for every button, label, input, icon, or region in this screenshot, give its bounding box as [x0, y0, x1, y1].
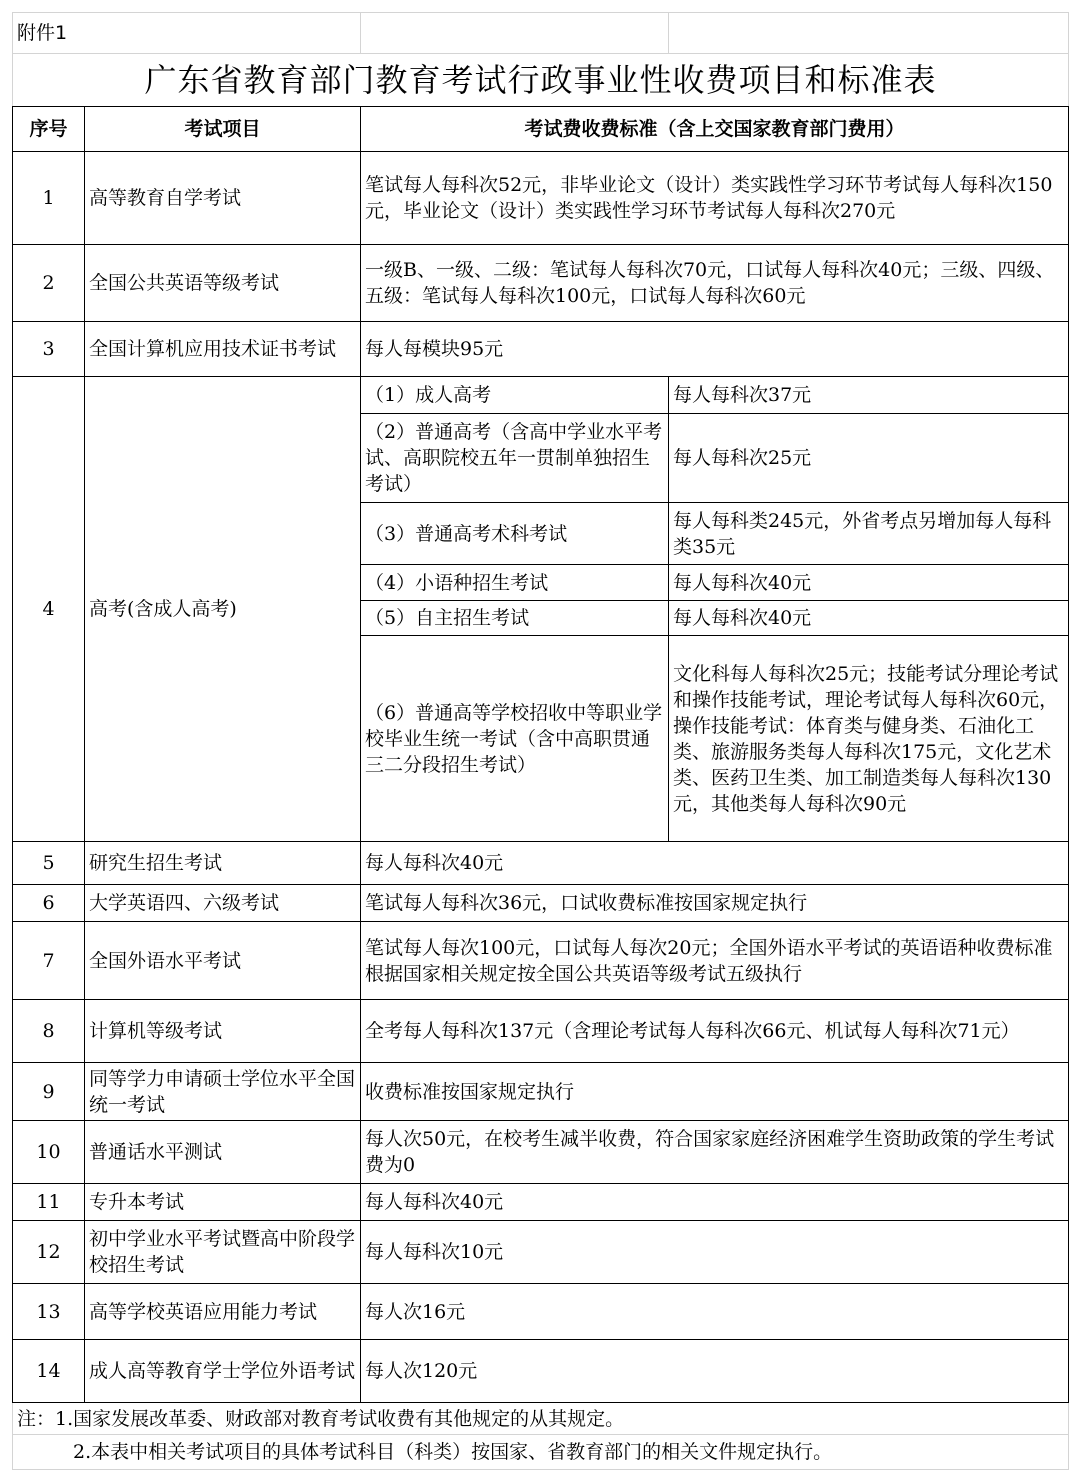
header-item: 考试项目 [85, 107, 361, 152]
row-standard: 每人每科次10元 [361, 1221, 1069, 1284]
gaokao-sub-fee: 文化科每人每科次25元；技能考试分理论考试和操作技能考试，理论考试每人每科次60元，操作技能考试：体育类与健身类、石油化工类、旅游服务类每人每科次175元，文化艺术类、医药卫生类、加工制造类每人每科次130元，其他类每人每科次90元 [669, 636, 1069, 842]
row-no: 1 [13, 152, 85, 245]
gaokao-sub-fee: 每人每科次25元 [669, 414, 1069, 503]
row-no: 9 [13, 1063, 85, 1121]
table-row [13, 922, 1069, 1000]
header-standard: 考试费收费标准（含上交国家教育部门费用） [361, 107, 1069, 152]
row-standard: 每人次50元，在校考生减半收费，符合国家家庭经济困难学生资助政策的学生考试费为0 [361, 1121, 1069, 1184]
table-row [13, 885, 1069, 922]
row-no: 5 [13, 842, 85, 885]
row-no: 8 [13, 1000, 85, 1063]
table-row [13, 1284, 1069, 1340]
note-1: 注：1.国家发展改革委、财政部对教育考试收费有其他规定的从其规定。 [13, 1403, 1069, 1435]
page-title: 广东省教育部门教育考试行政事业性收费项目和标准表 [13, 54, 1069, 107]
row-no: 13 [13, 1284, 85, 1340]
row-item: 成人高等教育学士学位外语考试 [85, 1340, 361, 1403]
empty-cell [361, 13, 669, 54]
empty-cell [669, 13, 1069, 54]
row-item: 同等学力申请硕士学位水平全国统一考试 [85, 1063, 361, 1121]
row-standard: 每人每模块95元 [361, 322, 1069, 377]
row-item: 计算机等级考试 [85, 1000, 361, 1063]
table-row [13, 322, 1069, 377]
table-row [13, 1184, 1069, 1221]
row-standard: 收费标准按国家规定执行 [361, 1063, 1069, 1121]
gaokao-sub-fee: 每人每科次40元 [669, 601, 1069, 636]
row-no: 11 [13, 1184, 85, 1221]
row-item: 高考(含成人高考) [85, 377, 361, 842]
fee-table [12, 12, 1069, 1470]
table-row [13, 842, 1069, 885]
table-row [13, 152, 1069, 245]
table-row [13, 1063, 1069, 1121]
table-row [13, 1000, 1069, 1063]
gaokao-sub-name: （1）成人高考 [361, 377, 669, 414]
row-standard: 笔试每人每科次52元，非毕业论文（设计）类实践性学习环节考试每人每科次150元，毕业论文（设计）类实践性学习环节考试每人每科次270元 [361, 152, 1069, 245]
row-no: 4 [13, 377, 85, 842]
gaokao-sub-name: （5）自主招生考试 [361, 601, 669, 636]
table-row [13, 1221, 1069, 1284]
row-no: 3 [13, 322, 85, 377]
row-item: 初中学业水平考试暨高中阶段学校招生考试 [85, 1221, 361, 1284]
gaokao-sub-fee: 每人每科类245元，外省考点另增加每人每科类35元 [669, 503, 1069, 565]
row-item: 高等学校英语应用能力考试 [85, 1284, 361, 1340]
header-no: 序号 [13, 107, 85, 152]
row-item: 全国计算机应用技术证书考试 [85, 322, 361, 377]
row-standard: 全考每人每科次137元（含理论考试每人每科次66元、机试每人每科次71元） [361, 1000, 1069, 1063]
row-standard: 笔试每人每科次36元，口试收费标准按国家规定执行 [361, 885, 1069, 922]
fee-table-sheet [12, 12, 1068, 1470]
table-row [13, 245, 1069, 322]
row-no: 2 [13, 245, 85, 322]
row-item: 专升本考试 [85, 1184, 361, 1221]
gaokao-sub-name: （3）普通高考术科考试 [361, 503, 669, 565]
row-no: 10 [13, 1121, 85, 1184]
table-row [13, 1340, 1069, 1403]
row-no: 7 [13, 922, 85, 1000]
table-row [13, 377, 1069, 414]
row-no: 14 [13, 1340, 85, 1403]
title-row [13, 54, 1069, 107]
gaokao-sub-name: （6）普通高等学校招收中等职业学校毕业生统一考试（含中高职贯通三二分段招生考试） [361, 636, 669, 842]
row-standard: 每人每科次40元 [361, 842, 1069, 885]
note-2: 2.本表中相关考试项目的具体考试科目（科类）按国家、省教育部门的相关文件规定执行。 [13, 1435, 1069, 1470]
table-row [13, 1121, 1069, 1184]
gaokao-sub-name: （2）普通高考（含高中学业水平考试、高职院校五年一贯制单独招生考试） [361, 414, 669, 503]
gaokao-sub-fee: 每人每科次40元 [669, 565, 1069, 601]
row-no: 12 [13, 1221, 85, 1284]
note-row [13, 1435, 1069, 1470]
gaokao-sub-fee: 每人每科次37元 [669, 377, 1069, 414]
header-row [13, 107, 1069, 152]
gaokao-sub-name: （4）小语种招生考试 [361, 565, 669, 601]
row-standard: 每人每科次40元 [361, 1184, 1069, 1221]
row-standard: 每人次16元 [361, 1284, 1069, 1340]
row-item: 研究生招生考试 [85, 842, 361, 885]
row-standard: 笔试每人每次100元，口试每人每次20元；全国外语水平考试的英语语种收费标准根据国家相关规定按全国公共英语等级考试五级执行 [361, 922, 1069, 1000]
row-standard: 每人次120元 [361, 1340, 1069, 1403]
row-no: 6 [13, 885, 85, 922]
row-item: 全国公共英语等级考试 [85, 245, 361, 322]
attachment-label: 附件1 [13, 13, 361, 54]
row-item: 全国外语水平考试 [85, 922, 361, 1000]
row-standard: 一级B、一级、二级：笔试每人每科次70元，口试每人每科次40元；三级、四级、五级：笔试每人每科次100元，口试每人每科次60元 [361, 245, 1069, 322]
row-item: 高等教育自学考试 [85, 152, 361, 245]
note-row [13, 1403, 1069, 1435]
row-item: 大学英语四、六级考试 [85, 885, 361, 922]
attachment-row [13, 13, 1069, 54]
row-item: 普通话水平测试 [85, 1121, 361, 1184]
